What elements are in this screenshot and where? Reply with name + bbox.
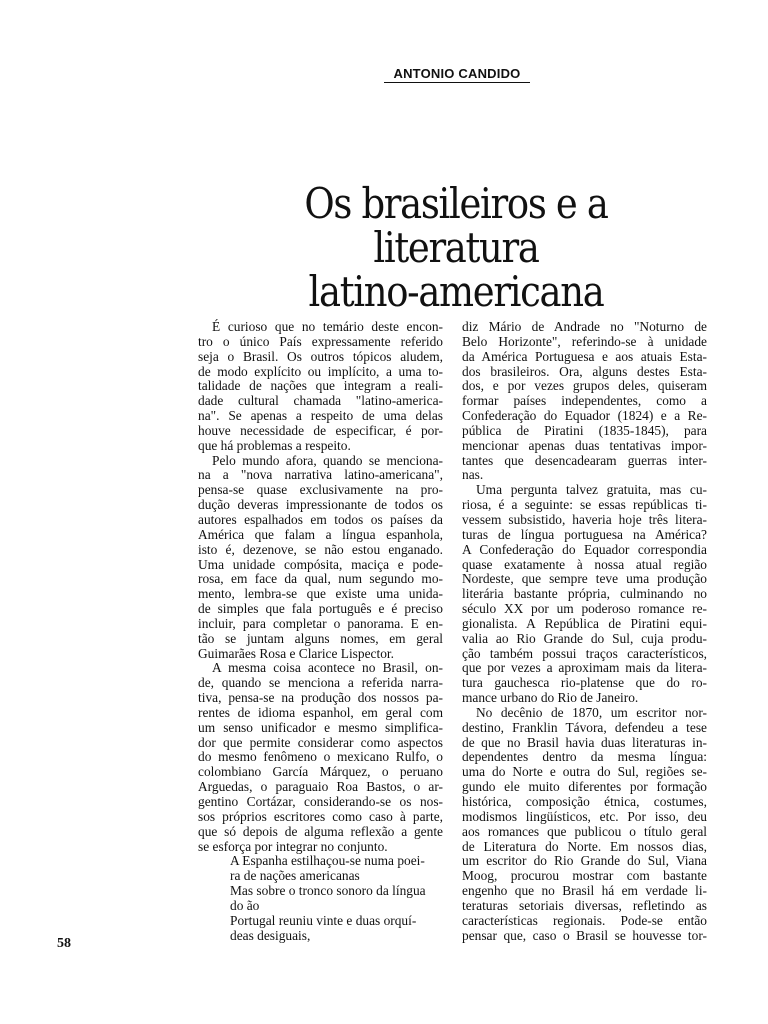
text-line: rentes de idioma espanhol, em geral com xyxy=(198,704,443,720)
text-line: mance urbano do Rio de Janeiro. xyxy=(462,690,639,706)
text-line: tura gauchesca rio-platense que do ro- xyxy=(462,675,707,691)
text-line: seja o Brasil. Os outros tópicos aludem, xyxy=(198,348,443,364)
text-line: se esforça por integrar no conjunto. xyxy=(198,838,388,854)
text-line: de simples que fala português e é preciso xyxy=(198,601,443,617)
text-line: colombiano García Márquez, o peruano xyxy=(198,764,443,780)
title-line: latino-americana xyxy=(308,267,604,316)
text-line: quase exatamente à nossa atual região xyxy=(462,556,707,572)
text-line: literária bastante própria, culminando no xyxy=(462,586,707,602)
text-line: dução deveras impressionante de todos os xyxy=(198,497,443,513)
text-line: Portugal reuniu vinte e duas orquí- xyxy=(230,912,417,928)
text-line: Guimarães Rosa e Clarice Lispector. xyxy=(198,645,394,661)
text-line: autores espalhados em todos os países da xyxy=(198,511,443,527)
text-line: do mesmo fenômeno o mexicano Rulfo, o xyxy=(198,749,443,765)
text-line: que há problemas a respeito. xyxy=(198,437,351,453)
text-line: No decênio de 1870, um escritor nor- xyxy=(476,704,707,720)
text-line: talidade de nações que integram a reali- xyxy=(198,378,443,394)
text-line: isto é, dezenove, se não estou enganado. xyxy=(198,541,443,557)
text-line: Nordeste, que sempre teve uma produção xyxy=(462,571,707,587)
text-line: América que falam a língua espanhola, xyxy=(198,526,443,542)
text-line: tão se juntam alguns nomes, em geral xyxy=(198,630,443,646)
text-column-left xyxy=(198,320,443,943)
text-line: de que no Brasil havia duas literaturas in- xyxy=(462,734,707,750)
text-line: riosa, é a seguinte: se essas repúblicas ti- xyxy=(462,497,707,513)
text-line: pública de Piratini (1835-1845), para xyxy=(462,422,707,438)
author-byline: ANTONIO CANDIDO xyxy=(384,66,530,83)
text-line: que por vezes a aproximam mais da litera- xyxy=(462,660,707,676)
text-line: engenho que no Brasil há em verdade li- xyxy=(462,883,707,899)
text-line: na a "nova narrativa latino-americana", xyxy=(198,467,443,483)
text-line: pensar que, caso o Brasil se houvesse tor- xyxy=(462,927,707,943)
text-line: modismos lingüísticos, etc. Por isso, deu xyxy=(462,808,707,824)
text-line: de modo explícito ou implícito, a uma to- xyxy=(198,363,443,379)
text-line: houve necessidade de especificar, é por- xyxy=(198,422,443,438)
text-line: tiva, pensa-se na produção dos nossos pa- xyxy=(198,690,443,706)
text-line: É curioso que no temário deste encon- xyxy=(212,319,443,334)
text-line: turas de língua portuguesa na América? xyxy=(462,526,707,542)
text-line: rosa, em face da qual, num segundo mo- xyxy=(198,571,443,587)
text-line: nas. xyxy=(462,467,484,483)
text-line: sos próprios escritores como caso à parte, xyxy=(198,808,443,824)
text-line: mento, lembra-se que existe uma unida- xyxy=(198,586,443,602)
text-line: um senso unificador e mesmo simplifica- xyxy=(198,719,443,735)
text-line: na". Se apenas a respeito de uma delas xyxy=(198,408,443,424)
text-line: gundo ele muito diferentes por formação xyxy=(462,779,707,795)
text-line: gentino Cortázar, considerando-se os nos- xyxy=(198,794,443,809)
text-line: dos, e por vezes grupos deles, quiseram xyxy=(462,378,707,394)
text-line: Moog, procurou mostrar com bastante xyxy=(462,868,707,884)
text-line: vessem subsistido, haveria hoje três litera- xyxy=(462,511,707,527)
text-line: incluir, para completar o panorama. E en- xyxy=(198,615,443,631)
page-number: 58 xyxy=(57,936,71,951)
text-line: de, quando se menciona a referida narra- xyxy=(198,675,443,691)
text-line: histórica, composição étnica, costumes, xyxy=(462,794,707,809)
text-line: Belo Horizonte", referindo-se à unidade xyxy=(462,333,707,349)
text-line: ra de nações americanas xyxy=(230,868,360,884)
text-line: pensa-se quase exclusivamente na pro- xyxy=(198,482,443,498)
text-line: ção também possui traços característicos, xyxy=(462,645,707,661)
text-line: teraturas setoriais diversas, refletindo as xyxy=(462,897,707,913)
text-line: deas desiguais, xyxy=(230,927,311,943)
text-line: Pelo mundo afora, quando se menciona- xyxy=(212,452,443,468)
article-title xyxy=(227,179,685,316)
text-line: da América Portuguesa e aos atuais Esta- xyxy=(462,348,707,364)
text-line: destino, Franklin Távora, defendeu a tese xyxy=(462,719,707,735)
text-line: dependentes dentro da mesma língua: xyxy=(462,749,707,765)
text-line: Uma pergunta talvez gratuita, mas cu- xyxy=(476,482,707,498)
text-line: do ão xyxy=(230,897,260,913)
title-line: literatura xyxy=(373,223,539,272)
text-line: formar países independentes, como a xyxy=(462,393,707,409)
text-line: diz Mário de Andrade no "Noturno de xyxy=(462,319,707,334)
text-line: século XX por um poderoso romance re- xyxy=(462,601,707,617)
text-line: Mas sobre o tronco sonoro da língua xyxy=(230,883,426,899)
text-line: mencionar apenas duas tentativas impor- xyxy=(462,437,707,453)
text-line: A mesma coisa acontece no Brasil, on- xyxy=(212,660,443,676)
text-line: tro o único País expressamente referido xyxy=(198,333,443,349)
text-line: dos brasileiros. Ora, alguns destes Esta- xyxy=(462,363,707,379)
text-line: uma do Norte e outra do Sul, regiões se- xyxy=(462,764,707,780)
text-line: Arguedas, o paraguaio Roa Bastos, o ar- xyxy=(198,779,443,795)
text-line: um escritor do Rio Grande do Sul, Viana xyxy=(462,853,707,869)
text-line: de Literatura do Norte. Em nossos dias, xyxy=(462,838,707,854)
text-line: características regionais. Pode-se então xyxy=(462,912,707,928)
text-line: dor que permite considerar como aspectos xyxy=(198,734,443,750)
text-line: dade cultural chamada "latino-america- xyxy=(198,393,443,409)
text-line: valia ao Rio Grande do Sul, cuja produ- xyxy=(462,630,707,646)
text-line: tantes que desencadearam guerras inter- xyxy=(462,452,707,468)
text-column-right xyxy=(462,320,707,943)
text-line: gionalista. A República de Piratini equi- xyxy=(462,615,707,631)
title-line: Os brasileiros e a xyxy=(304,179,608,228)
text-line: Uma unidade compósita, maciça e pode- xyxy=(198,556,443,572)
text-line: A Espanha estilhaçou-se numa poei- xyxy=(230,853,425,869)
text-line: que só depois de alguma reflexão a gente xyxy=(198,823,443,839)
text-line: aos romances que publicou o título geral xyxy=(462,823,707,839)
text-line: Confederação do Equador (1824) e a Re- xyxy=(462,408,707,424)
text-line: A Confederação do Equador correspondia xyxy=(462,541,707,557)
